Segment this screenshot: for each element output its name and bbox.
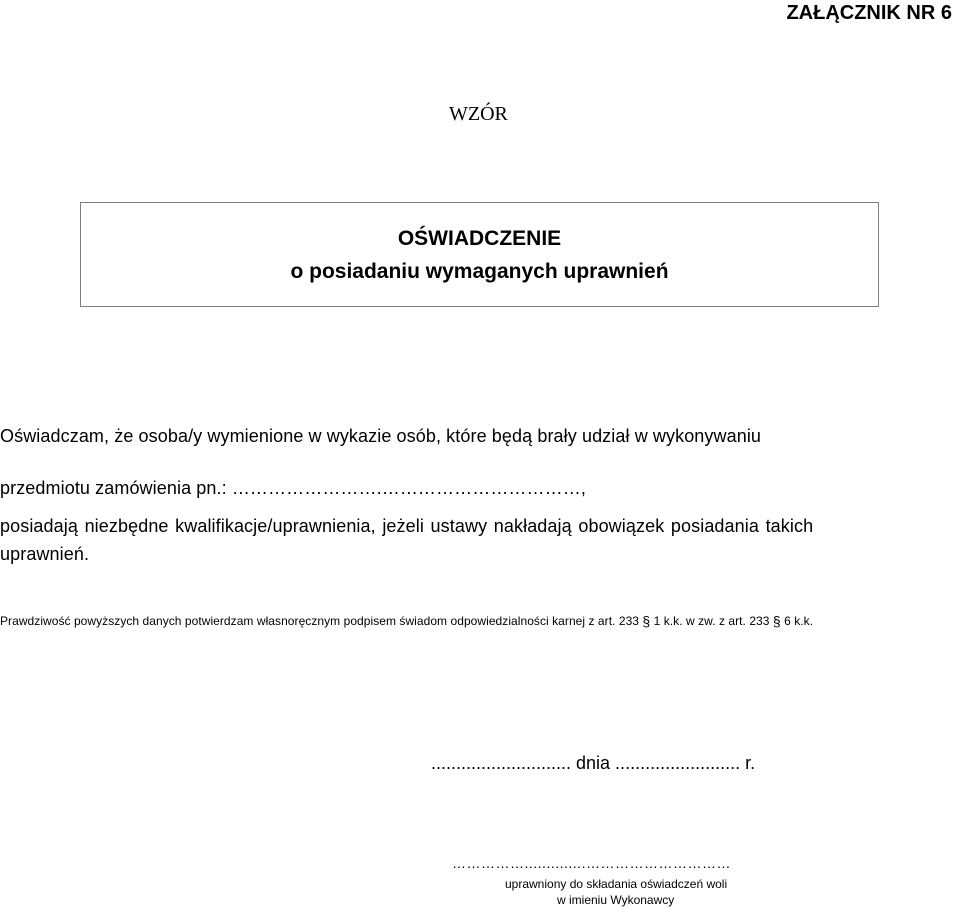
template-label: WZÓR xyxy=(449,103,508,125)
annex-number: ZAŁĄCZNIK NR 6 xyxy=(786,2,952,24)
section-symbol-1: § xyxy=(642,613,651,629)
document-title: OŚWIADCZENIE xyxy=(397,227,562,250)
declaration-text-end: 6 k.k. xyxy=(780,614,814,628)
signature-line: ……………..............………………………… xyxy=(452,855,731,871)
statement-line-3: posiadają niezbędne kwalifikacje/uprawnienia, jeżeli ustawy nakładają obowiązek posiadania takich xyxy=(0,516,814,536)
statement-line-4: uprawnień. xyxy=(0,544,90,564)
signature-label: uprawniony do składania oświadczeń woli xyxy=(505,877,728,891)
truthfulness-declaration xyxy=(0,613,813,629)
signature-label-contractor: w imieniu Wykonawcy xyxy=(557,893,675,907)
declaration-text-middle: 1 k.k. w zw. z art. 233 xyxy=(650,614,773,628)
date-line: ............................ dnia ......................... r. xyxy=(431,753,756,773)
section-symbol-2: § xyxy=(772,613,781,629)
statement-line-1: Oświadczam, że osoba/y wymienione w wykazie osób, które będą brały udział w wykonywaniu xyxy=(0,426,762,446)
statement-line-2: przedmiotu zamówienia pn.: …………………….……………………………, xyxy=(0,478,586,498)
declaration-text-start: Prawdziwość powyższych danych potwierdzam własnoręcznym podpisem świadom odpowiedzialności karnej z art. 233 xyxy=(0,614,643,628)
title-box xyxy=(80,202,879,307)
document-subtitle: o posiadaniu wymaganych uprawnień xyxy=(290,260,669,283)
